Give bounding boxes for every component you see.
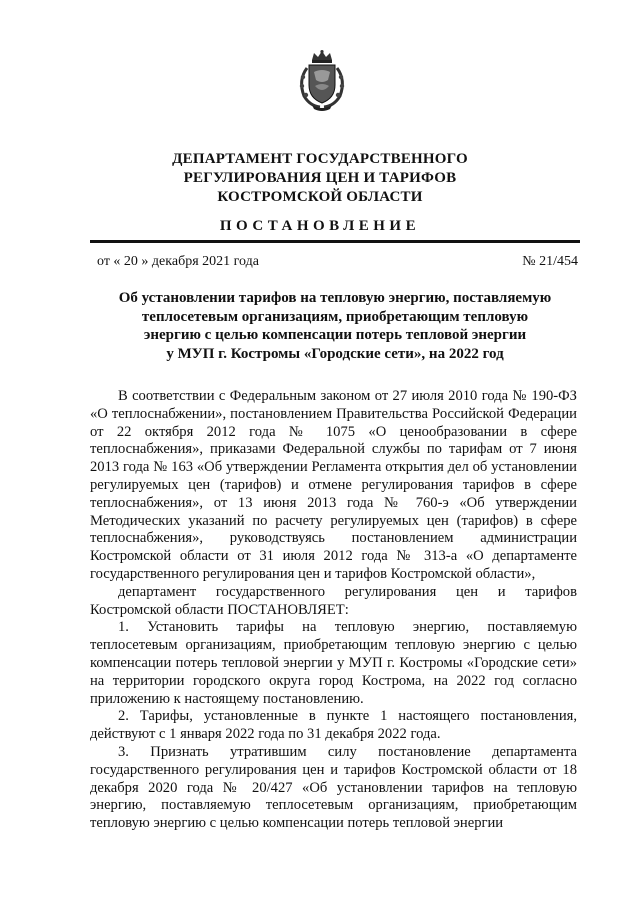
- document-body: [90, 388, 577, 833]
- title-line: теплосетевым организациям, приобретающим тепловую: [141, 308, 529, 325]
- department-line: ДЕПАРТАМЕНТ ГОСУДАРСТВЕННОГО: [172, 151, 468, 167]
- coat-of-arms-icon: [294, 50, 350, 112]
- clause-3-paragraph: 3. Признать утратившим силу постановление департамента государственного регулирования цен и тарифов Костромской области от 18 декабря 2020 года № 20/427 «Об установлении тарифов на тепловую энергию, поставляемую теплосетевым организациям, приобретающим тепловую энергию с целью компенсации потерь тепловой энергии: [90, 743, 577, 832]
- clause-1-paragraph: 1. Установить тарифы на тепловую энергию, поставляемую теплосетевым организациям, приобретающим тепловую энергию с целью компенсации потерь тепловой энергии у МУП г. Костромы «Городские сети» на территории городского округа город Кострома, на 2022 год согласно приложению к настоящему постановлению.: [90, 619, 577, 707]
- preamble-paragraph: В соответствии с Федеральным законом от 27 июля 2010 года № 190-ФЗ «О теплоснабжении», постановлением Правительства Российской Федерации от 22 октября 2012 года № 1075 «О ценообразовании в сфере теплоснабжения», приказами Федеральной службы по тарифам от 7 июня 2013 года № 163 «Об утверждении Регламента открытия дел об установлении регулируемых цен (тарифов) и отмене регулирования тарифов в сфере теплоснабжения», от 13 июня 2013 года № 760-э «Об утверждении Методических указаний по расчету регулируемых цен (тарифов) в сфере теплоснабжения», руководствуясь постановлением администрации Костромской области от 31 июля 2012 года № 313-а «О департаменте государственного регулирования цен и тарифов Костромской области»,: [90, 388, 577, 582]
- document-date: от « 20 » декабря 2021 года: [97, 254, 259, 269]
- header-divider: [90, 240, 580, 243]
- department-line: РЕГУЛИРОВАНИЯ ЦЕН И ТАРИФОВ: [183, 170, 457, 186]
- department-name: [0, 150, 640, 207]
- document-title: [90, 289, 580, 363]
- document-type: ПОСТАНОВЛЕНИЕ: [219, 218, 421, 234]
- title-line: у МУП г. Костромы «Городские сети», на 2022 год: [166, 345, 504, 362]
- department-line: КОСТРОМСКОЙ ОБЛАСТИ: [217, 189, 423, 205]
- resolution-paragraph: департамент государственного регулирования цен и тарифов Костромской области ПОСТАНОВЛЯЕТ:: [90, 583, 577, 618]
- title-line: энергию с целью компенсации потерь тепловой энергии: [143, 327, 527, 343]
- document-number: № 21/454: [522, 254, 578, 269]
- title-line: Об установлении тарифов на тепловую энергию, поставляемую: [118, 290, 552, 306]
- clause-2-paragraph: 2. Тарифы, установленные в пункте 1 настоящего постановления, действуют с 1 января 2022 года по 31 декабря 2022 года.: [90, 708, 577, 743]
